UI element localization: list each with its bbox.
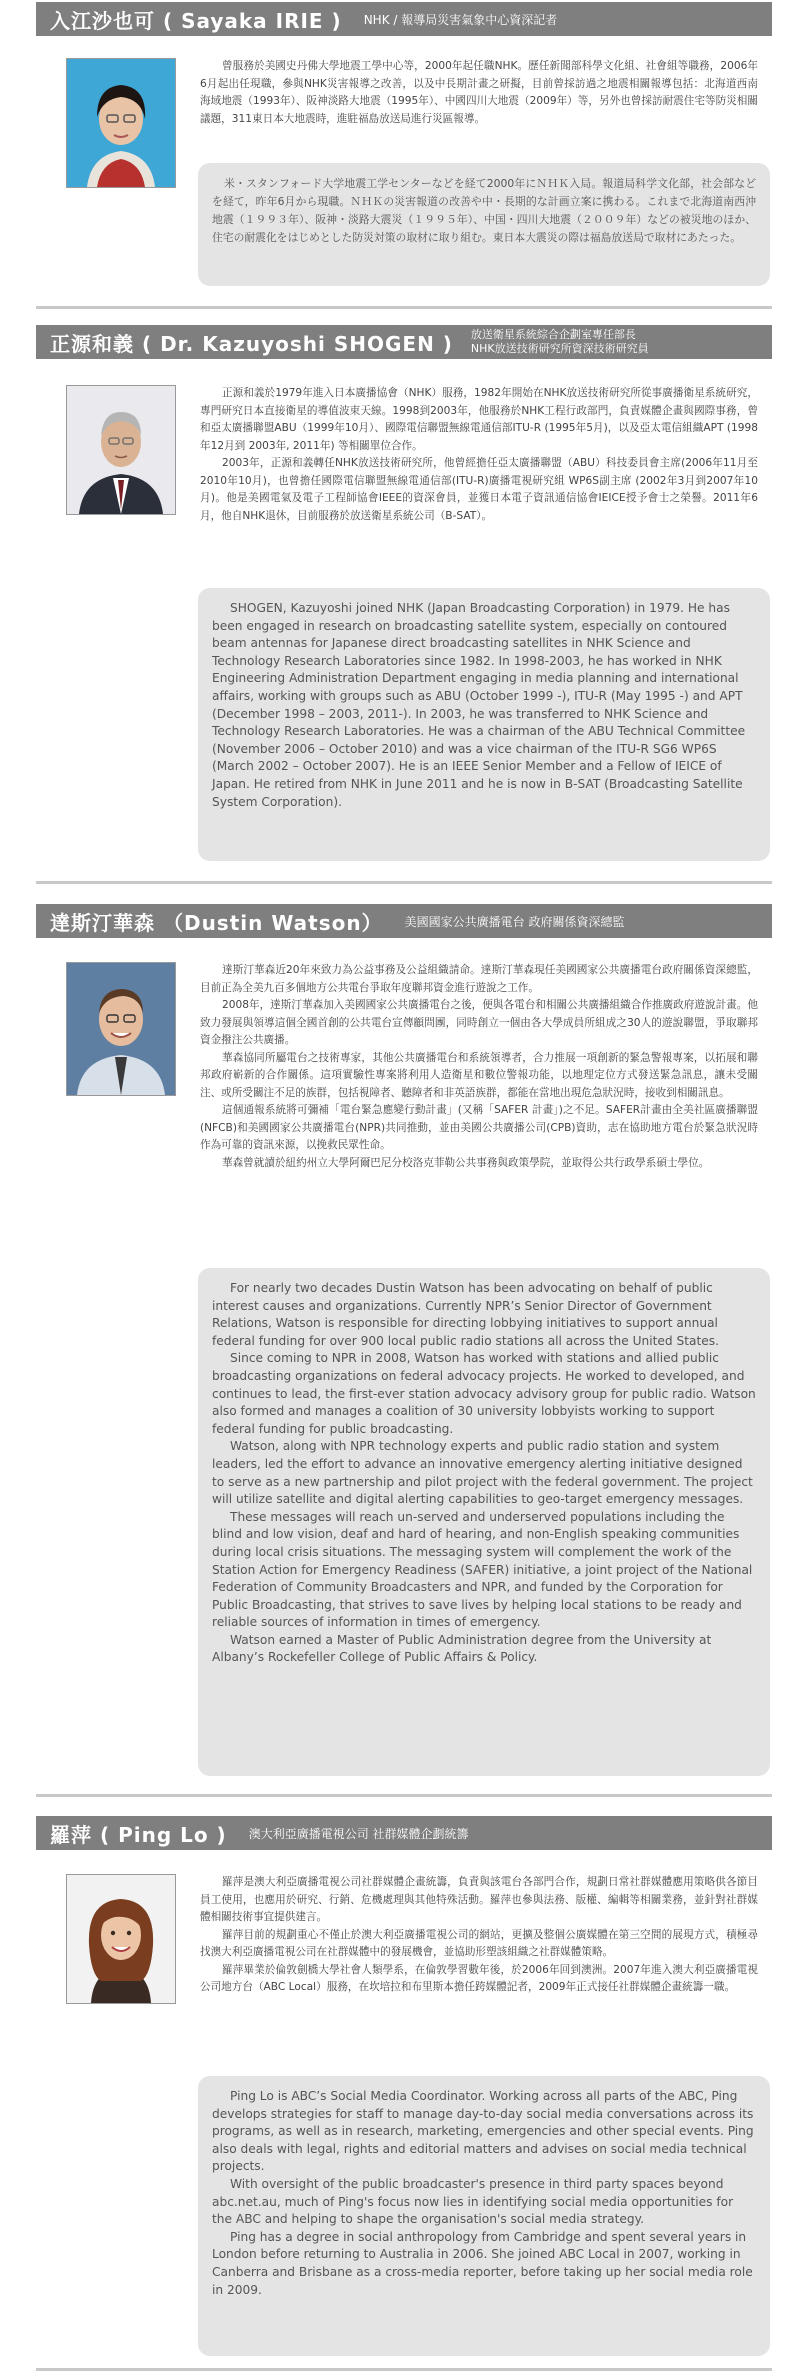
- bio-paragraph: Watson, along with NPR technology experts and public radio station and system leaders, led the effort to advance an innovative emergency alerting initiative designed to serve as a new partnership and pilot project with the federal government. The project will utilize satellite and digital alerting capabilities to geo-target emergency messages.: [212, 1439, 753, 1507]
- bio-english-box: [198, 588, 770, 861]
- profile-header: [36, 1816, 772, 1850]
- bio-paragraph: 羅萍目前的規劃重心不僅止於澳大利亞廣播電視公司的網站，更擴及整個公廣媒體在第三空間的展現方式，積極尋找澳大利亞廣播電視公司在社群媒體中的發展機會，並協助形塑該組織之社群媒體策略。: [200, 1928, 758, 1958]
- bio-japanese-box: [198, 163, 770, 286]
- bio-paragraph: 華森曾就讀於紐約州立大學阿爾巴尼分校洛克菲勒公共事務與政策學院，並取得公共行政學系碩士學位。: [222, 1156, 710, 1169]
- bio-paragraph: Since coming to NPR in 2008, Watson has worked with stations and allied public broadcasting organizations on federal advocacy projects. He worked to developed, and continues to lead, the first-ever station advocacy advisory group for public radio. Watson also formed and manages a coalition of 30 university lobbyists working to support federal funding for public broadcasting.: [212, 1351, 756, 1436]
- bio-chinese: [200, 962, 758, 1172]
- portrait-image: [67, 963, 175, 1095]
- portrait-image: [67, 1875, 175, 2003]
- bio-paragraph: 2008年，達斯汀華森加入美國國家公共廣播電台之後，便與各電台和相關公共廣播組織合作推廣政府遊說計畫。他致力發展與領導這個全國首創的公共電台宣傳顧問團，同時創立一個由各大學成員所組成之30人的遊說聯盟，爭取聯邦資金撥注公共廣播。: [200, 999, 758, 1046]
- bio-paragraph: 正源和義於1979年進入日本廣播協會（NHK）服務，1982年開始在NHK放送技術研究所從事廣播衛星系統研究，專門研究日本直接衛星的導值波束天線。1998到2003年，他服務於NHK工程行政部門，負責媒體企畫與國際事務，曾和亞太廣播聯盟ABU（1999年10月）、國際電信聯盟無線電通信部ITU-R (1995年5月)，以及亞太電信組織APT (1998年12月到 2003年, 2011年) 等相關單位合作。: [200, 387, 758, 452]
- profile-irie: [0, 0, 802, 295]
- profile-shogen: [0, 325, 802, 885]
- profile-role: [471, 328, 649, 356]
- bio-paragraph: Ping Lo is ABC’s Social Media Coordinator. Working across all parts of the ABC, Ping develops strategies for staff to manage day-to-day social media conversations across its programs, as well as in research, marketing, emergencies and other special events. Ping also deals with legal, rights and editorial matters and advises on social media technical projects.: [212, 2089, 754, 2174]
- bio-paragraph: 達斯汀華森近20年來致力為公益事務及公益組織請命。達斯汀華森現任美國國家公共廣播電台政府關係資深總監，目前正為全美九百多個地方公共電台爭取年度聯邦資金進行遊說之工作。: [200, 964, 758, 994]
- profile-ping-lo: [0, 1816, 802, 2376]
- profile-photo: [66, 962, 176, 1096]
- bio-paragraph: 華森協同所屬電台之技術專家，其他公共廣播電台和系統領導者，合力推展一項創新的緊急警報專案，以拓展和聯邦政府嶄新的合作關係。這項實驗性專案將利用人造衛星和數位警報功能，以地理定位方式發送緊急訊息，讓未受關注、或所受關注不足的族群，包括視障者、聽障者和非英語族群，都能在當地出現危急狀況時，接收到相關訊息。: [200, 1051, 758, 1099]
- section-divider: [36, 881, 772, 884]
- bio-chinese: [200, 58, 758, 128]
- profile-role-line: NHK放送技術研究所資深技術研究員: [470, 342, 649, 355]
- profile-role-line: 放送衛星系統綜合企劃室專任部長: [470, 328, 636, 341]
- profile-header: [36, 2, 772, 36]
- bio-paragraph: For nearly two decades Dustin Watson has been advocating on behalf of public interest causes and organizations. Currently NPR’s Senior Director of Government Relations, Watson is responsible for directing lobbying initiatives to support annual federal funding for over 900 local public radio stations all across the United States.: [212, 1281, 720, 1348]
- profile-photo: [66, 58, 176, 188]
- portrait-image: [67, 386, 175, 514]
- bio-paragraph: 羅萍是澳大利亞廣播電視公司社群媒體企畫統籌，負責與該電台各部門合作，規劃日常社群媒體應用策略供各節目員工使用，也應用於研究、行銷、危機處理與其他特殊活動。羅萍也參與法務、版權、編輯等相關業務，並針對社群媒體相關技術事宜提供建言。: [200, 1876, 758, 1923]
- profile-name: 達斯汀華森 （Dustin Watson）: [50, 910, 383, 935]
- bio-paragraph: With oversight of the public broadcaster's presence in third party spaces beyond abc.net.au, much of Ping's focus now lies in identifying social media opportunities for the ABC and helping to shape the organisation's social media strategy.: [212, 2176, 734, 2227]
- profile-name: 入江沙也可 ( Sayaka IRIE ): [50, 8, 342, 33]
- bio-paragraph: 2003年，正源和義轉任NHK放送技術研究所，他曾經擔任亞太廣播聯盟（ABU）科技委員會主席(2006年11月至2010年10月)，也曾擔任國際電信聯盟無線電通信部(ITU-R)廣播電視研究組 WP6S副主席 (2002年3月到2007年10月)。他是美國電氣及電子工程師協會IEEE的資深會員，並獲日本電子資訊通信協會IEICE授予會士之榮譽。2011年6月，他自NHK退休，目前服務於放送衛星系統公司（B-SAT）。: [200, 457, 758, 522]
- bio-paragraph: These messages will reach un-served and underserved populations including the blind and low vision, deaf and hard of hearing, and non-English speaking communities during local crisis situations. The messaging system will complement the work of the Station Action for Emergency Readiness (SAFER) initiative, a joint project of the National Federation of Community Broadcasters and NPR, and funded by the Corporation for Public Broadcasting, that strives to save lives by helping local stations to be ready and reliable sources of information in times of emergency.: [212, 1509, 753, 1630]
- profile-photo: [66, 385, 176, 515]
- profile-name: 羅萍 ( Ping Lo ): [50, 1822, 227, 1847]
- bio-chinese: [200, 385, 758, 525]
- bio-chinese: [200, 1874, 758, 1997]
- profile-watson: [0, 904, 802, 1784]
- profile-header: [36, 325, 772, 359]
- bio-paragraph: 這個通報系統將可彌補「電台緊急應變行動計畫」(又稱「SAFER 計畫」)之不足。SAFER計畫由全美社區廣播聯盟(NFCB)和美國國家公共廣播電台(NPR)共同推動，並由美國公共廣播公司(CPB)資助，志在協助地方電台於緊急狀況時作為可靠的資訊來源，以挽救民眾性命。: [200, 1104, 758, 1151]
- profile-name: 正源和義 ( Dr. Kazuyoshi SHOGEN ): [50, 331, 453, 356]
- profile-photo: [66, 1874, 176, 2004]
- bio-paragraph: 曾服務於美國史丹佛大學地震工學中心等，2000年起任職NHK。歷任新聞部科學文化組、社會組等職務，2006年6月起出任現職，參與NHK災害報導之改善，以及中長期計畫之研擬，目前曾採訪過之地震相關報導包括：北海道西南海域地震（1993年）、阪神淡路大地震（1995年）、中國四川大地震（2009年）等，另外也曾採訪耐震住宅等防災相關議題，311東日本大地震時，進駐福島放送局進行災區報導。: [200, 60, 758, 125]
- section-divider: [36, 1794, 772, 1797]
- profile-role: NHK / 報導局災害氣象中心資深記者: [363, 12, 558, 27]
- profile-header: [36, 904, 772, 938]
- section-divider: [36, 2368, 772, 2371]
- profile-role: 澳大利亞廣播電視公司 社群媒體企劃統籌: [248, 1826, 469, 1841]
- portrait-image: [67, 59, 175, 187]
- bio-paragraph: Ping has a degree in social anthropology from Cambridge and spent several years in London before returning to Australia in 2006. She joined ABC Local in 2007, working in Canberra and Brisbane as a cross-media reporter, before taking up her social media role in 2009.: [212, 2229, 753, 2297]
- bio-paragraph: 米・スタンフォード大学地震工学センターなどを経て2000年にＮＨＫ入局。報道局科学文化部，社会部などを経て，昨年6月から現職。ＮＨＫの災害報道の改善や中・長期的な計画立案に携わる。これまで北海道南西沖地震（１９９３年）、阪神・淡路大震災（１９９５年）、中国・四川大地震（２００９年）などの被災地のほか、住宅の耐震化をはじめとした防災対策の取材に取り組む。東日本大震災の際は福島放送局で取材にあたった。: [212, 177, 756, 244]
- bio-english-box: [198, 1268, 770, 1776]
- bio-paragraph: 羅萍畢業於倫敦劍橋大學社會人類學系，在倫敦學習數年後，於2006年回到澳洲。2007年進入澳大利亞廣播電視公司地方台（ABC Local）服務，在坎培拉和布里斯本擔任跨媒體記者，2009年正式接任社群媒體企畫統籌一職。: [200, 1963, 758, 1993]
- section-divider: [36, 306, 772, 309]
- profile-role: 美國國家公共廣播電台 政府關係資深總監: [404, 914, 625, 929]
- bio-english-box: [198, 2076, 770, 2356]
- bio-paragraph: SHOGEN, Kazuyoshi joined NHK (Japan Broadcasting Corporation) in 1979. He has been engaged in research on broadcasting satellite system, especially on contoured beam antennas for Japanese direct broadcasting satellites in NHK Science and Technology Research Laboratories since 1982. In 1998-2003, he has worked in NHK Engineering Administration Department engaging in media planning and international affairs, working with groups such as ABU (October 1999 -), ITU-R (May 1995 -) and APT (December 1998 – 2003, 2011-). In 2003, he was transferred to NHK Science and Technology Research Laboratories. He was a chairman of the ABU Technical Committee (November 2006 – October 2010) and was a vice chairman of the ITU-R SG6 WP6S (March 2002 – October 2007). He is an IEEE Senior Member and a Fellow of IEICE of Japan. He retired from NHK in June 2011 and he is now in B-SAT (Broadcasting Satellite System Corporation).: [212, 601, 746, 809]
- bio-paragraph: Watson earned a Master of Public Administration degree from the University at Albany’s Rockefeller College of Public Affairs & Policy.: [212, 1632, 712, 1665]
